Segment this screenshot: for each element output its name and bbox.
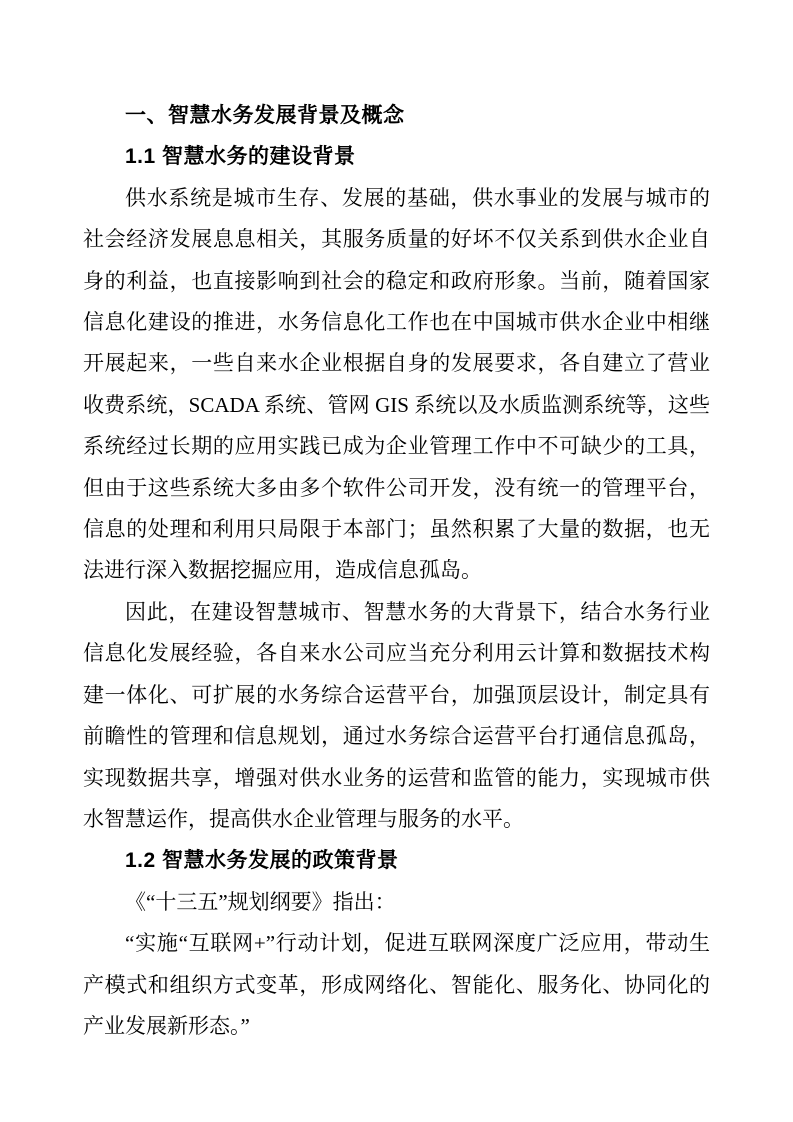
paragraph-building-background-1: 供水系统是城市生存、发展的基础，供水事业的发展与城市的社会经济发展息息相关，其服务质量的好坏不仅关系到供水企业自身的利益，也直接影响到社会的稳定和政府形象。当前，随着国家信息化建设的推进，水务信息化工作也在中国城市供水企业中相继开展起来，一些自来水企业根据自身的发展要求，各自建立了营业收费系统，SCADA 系统、管网 GIS 系统以及水质监测系统等，这些系统经过长期的应用实践已成为企业管理工作中不可缺少的工具，但由于这些系统大多由多个软件公司开发，没有统一的管理平台，信息的处理和利用只局限于本部门；虽然积累了大量的数据，也无法进行深入数据挖掘应用，造成信息孤岛。 [83, 185, 710, 583]
paragraph-policy-intro: 《“十三五”规划纲要》指出： [125, 889, 396, 914]
subsection-heading-1-1: 1.1 智慧水务的建设背景 [125, 145, 356, 169]
paragraph-policy-quote: “实施“互联网+”行动计划，促进互联网深度广泛应用，带动生产模式和组织方式变革，形成网络化、智能化、服务化、协同化的产业发展新形态。” [83, 931, 710, 1038]
section-heading: 一、智慧水务发展背景及概念 [125, 104, 405, 127]
document-content [83, 95, 710, 1047]
subsection-heading-1-2: 1.2 智慧水务发展的政策背景 [125, 849, 399, 873]
paragraph-building-background-2: 因此，在建设智慧城市、智慧水务的大背景下，结合水务行业信息化发展经验，各自来水公司应当充分利用云计算和数据技术构建一体化、可扩展的水务综合运营平台，加强顶层设计，制定具有前瞻性的管理和信息规划，通过水务综合运营平台打通信息孤岛，实现数据共享，增强对供水业务的运营和监管的能力，实现城市供水智慧运作，提高供水企业管理与服务的水平。 [83, 599, 710, 831]
